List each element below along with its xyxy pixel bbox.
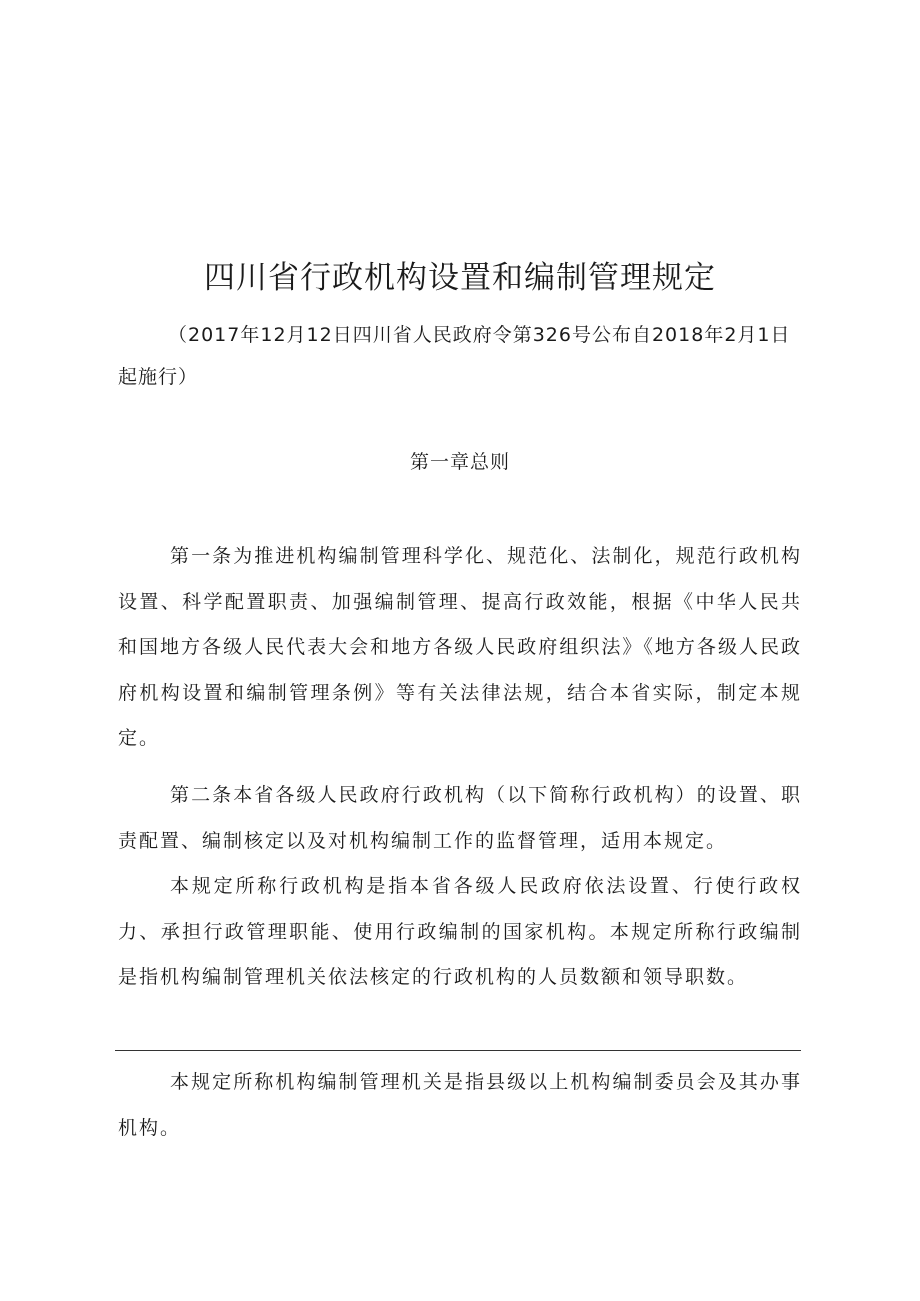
article-2-paragraph: 第二条本省各级人民政府行政机构（以下简称行政机构）的设置、职责配置、编制核定以及对机构编制工作的监督管理，适用本规定。: [118, 784, 802, 852]
document-title: 四川省行政机构设置和编制管理规定: [204, 260, 716, 296]
chapter-heading: 第一章总则: [409, 451, 510, 473]
authority-definition-paragraph: 本规定所称机构编制管理机关是指县级以上机构编制委员会及其办事机构。: [118, 1071, 802, 1139]
article-1-paragraph: 第一条为推进机构编制管理科学化、规范化、法制化，规范行政机构设置、科学配置职责、加强编制管理、提高行政效能，根据《中华人民共和国地方各级人民代表大会和地方各级人民政府组织法》《地方各级人民政府机构设置和编制管理条例》等有关法律法规，结合本省实际，制定本规定。: [118, 545, 802, 749]
document-subtitle: （2017年12月12日四川省人民政府令第326号公布自2018年2月1日起施行）: [118, 324, 791, 388]
definition-paragraph: 本规定所称行政机构是指本省各级人民政府依法设置、行使行政权力、承担行政管理职能、使用行政编制的国家机构。本规定所称行政编制是指机构编制管理机关依法核定的行政机构的人员数额和领导职数。: [118, 875, 802, 988]
page-break-divider: [115, 1050, 801, 1051]
